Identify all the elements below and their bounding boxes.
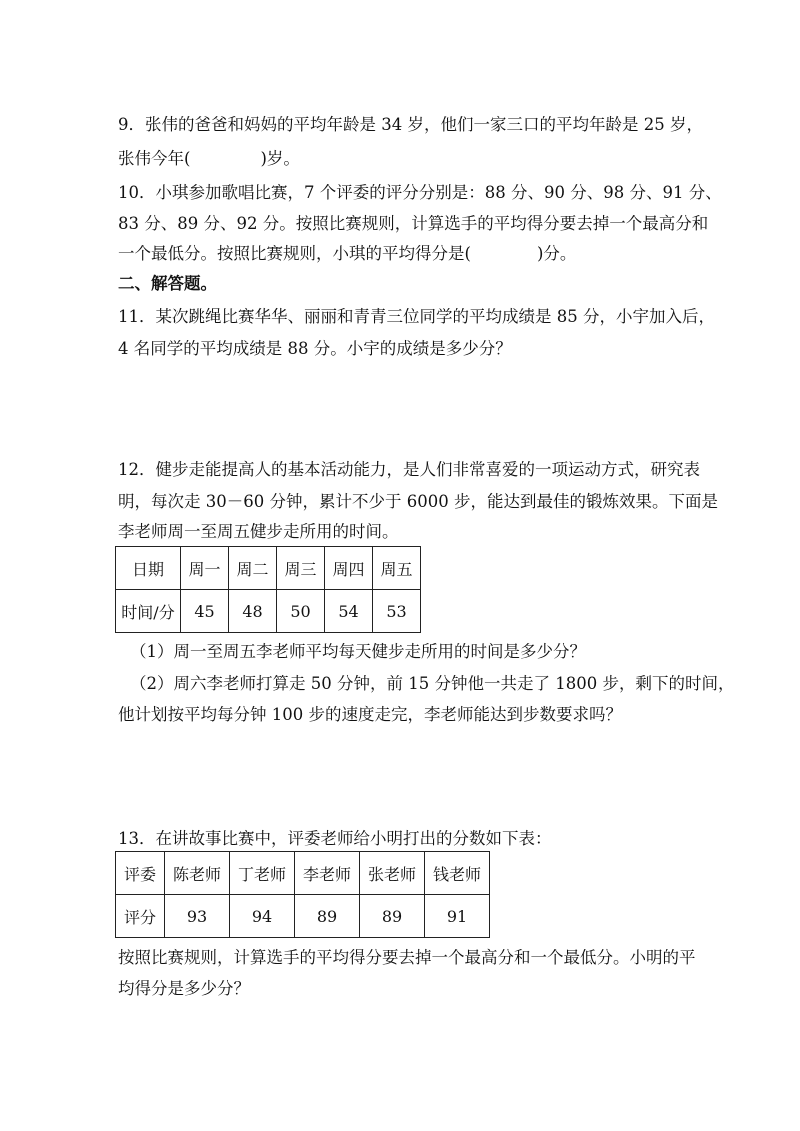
score-cell: 91 (425, 895, 490, 938)
table-row (116, 895, 490, 938)
day-cell: 周三 (277, 547, 325, 590)
walking-time-table (115, 546, 421, 633)
table-row-label: 评分 (116, 895, 165, 938)
table-header-cell: 评委 (116, 852, 165, 895)
table-row (116, 590, 421, 633)
judge-cell: 李老师 (295, 852, 360, 895)
day-cell: 周一 (181, 547, 229, 590)
minutes-cell: 50 (277, 590, 325, 633)
q13-line1: 13．在讲故事比赛中，评委老师给小明打出的分数如下表： (118, 829, 552, 848)
table-row-label: 时间/分 (116, 590, 181, 633)
judge-cell: 陈老师 (165, 852, 230, 895)
minutes-cell: 54 (325, 590, 373, 633)
minutes-cell: 53 (373, 590, 421, 633)
table-row (116, 547, 421, 590)
q10-line1: 10．小琪参加歌唱比赛，7 个评委的评分分别是：88 分、90 分、98 分、91 分、 (118, 183, 722, 202)
q10-line2: 83 分、89 分、92 分。按照比赛规则，计算选手的平均得分要去掉一个最高分和 (118, 214, 709, 233)
q12-line3: 李老师周一至周五健步走所用的时间。 (118, 522, 399, 541)
score-cell: 89 (360, 895, 425, 938)
q12-line1: 12．健步走能提高人的基本活动能力，是人们非常喜爱的一项运动方式，研究表 (118, 460, 700, 479)
minutes-cell: 45 (181, 590, 229, 633)
table-header-cell: 日期 (116, 547, 181, 590)
q13-line2: 按照比赛规则，计算选手的平均得分要去掉一个最高分和一个最低分。小明的平 (118, 948, 696, 967)
q9-line2-pre: 张伟今年( (118, 149, 191, 168)
score-cell: 89 (295, 895, 360, 938)
judge-cell: 张老师 (360, 852, 425, 895)
day-cell: 周四 (325, 547, 373, 590)
q12-sub2-line2: 他计划按平均每分钟 100 步的速度走完，李老师能达到步数要求吗？ (118, 705, 622, 724)
q12-line2: 明，每次走 30－60 分钟，累计不少于 6000 步，能达到最佳的锻炼效果。下面是 (118, 492, 718, 511)
q13-line3: 均得分是多少分？ (118, 979, 250, 998)
minutes-cell: 48 (229, 590, 277, 633)
q9-line2 (118, 145, 300, 169)
q10-line3-pre: 一个最低分。按照比赛规则，小琪的平均得分是( (118, 244, 471, 263)
q10-line3-post: )分。 (536, 244, 577, 263)
q10-line3 (118, 240, 576, 264)
q12-sub1: （1）周一至周五李老师平均每天健步走所用的时间是多少分？ (130, 642, 586, 661)
table-row (116, 852, 490, 895)
q12-sub2-line1: （2）周六李老师打算走 50 分钟，前 15 分钟他一共走了 1800 步，剩下的时间， (130, 674, 735, 693)
q9-line2-post: )岁。 (260, 149, 300, 168)
day-cell: 周二 (229, 547, 277, 590)
judge-score-table (115, 851, 490, 938)
q11-line2: 4 名同学的平均成绩是 88 分。小宇的成绩是多少分？ (118, 339, 512, 358)
q11-line1: 11．某次跳绳比赛华华、丽丽和青青三位同学的平均成绩是 85 分，小宇加入后， (118, 307, 715, 326)
section-title: 二、解答题。 (118, 274, 217, 293)
score-cell: 94 (230, 895, 295, 938)
q9-line1: 9．张伟的爸爸和妈妈的平均年龄是 34 岁，他们一家三口的平均年龄是 25 岁， (118, 115, 703, 134)
judge-cell: 钱老师 (425, 852, 490, 895)
day-cell: 周五 (373, 547, 421, 590)
judge-cell: 丁老师 (230, 852, 295, 895)
score-cell: 93 (165, 895, 230, 938)
